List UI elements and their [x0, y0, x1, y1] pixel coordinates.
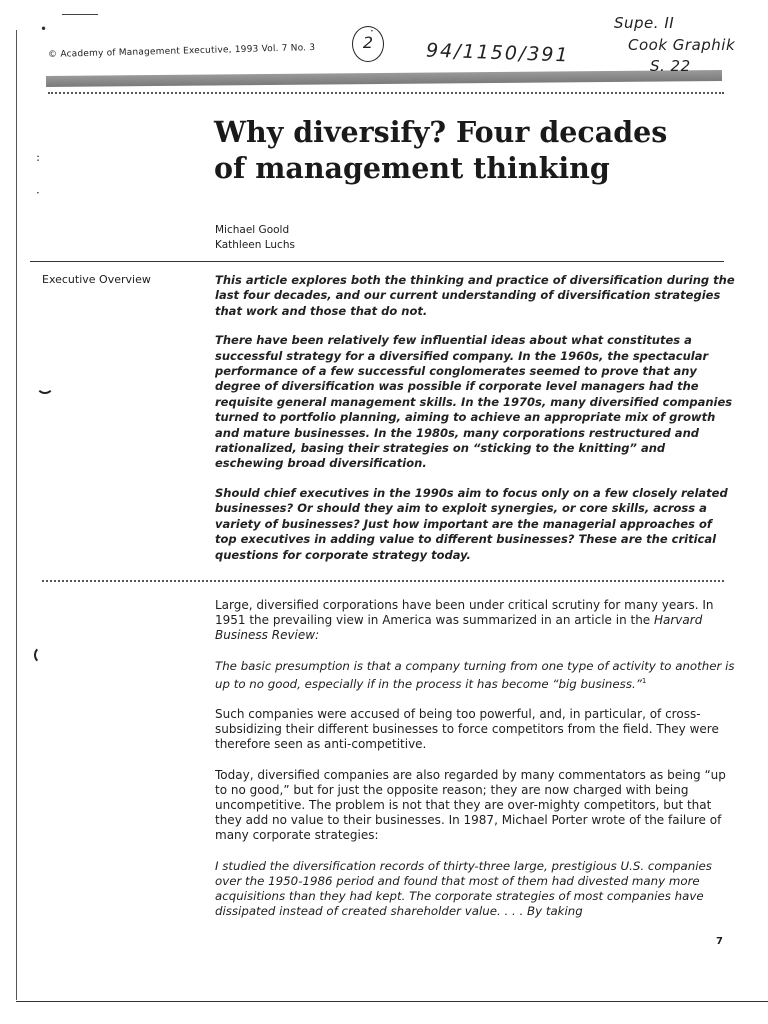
- executive-overview: [215, 273, 735, 577]
- quote-text: The basic presumption is that a company turning from one type of activity to another is up to no good, especially if in the process it has become “big business.”: [215, 658, 735, 691]
- overview-label: Executive Overview: [42, 273, 151, 286]
- scan-edge-bottom: [16, 1001, 768, 1002]
- scan-speck: ·: [370, 24, 374, 38]
- body-paragraph: [215, 598, 735, 644]
- margin-mark: [36, 376, 54, 394]
- scan-edge-left: [16, 30, 17, 1000]
- page-number: 7: [716, 936, 723, 947]
- overview-paragraph: There have been relatively few influential ideas about what constitutes a successful strategy for a diversified company. In the 1960s, the spectacular performance of a few successful conglomerates seemed to prove that any degree of diversification was possible if corporate level managers had the requisite general management skills. In the 1970s, many diversified companies turned to portfolio planning, aiming to achieve an appropriate mix of growth and mature businesses. In the 1980s, many corporations restructured and rationalized, basing their strategies on “sticking to the knitting” and eschewing broad diversification.: [215, 333, 733, 471]
- overview-paragraph: Should chief executives in the 1990s aim to focus only on a few closely related businesses? Or should they aim to exploit synergies, or core skills, across a variety of businesses? Just how important are the managerial approaches of top executives in adding value to different businesses? These are the critical questions for corporate strategy today.: [215, 485, 728, 562]
- footnote-marker: 1: [641, 676, 647, 685]
- journal-citation: © Academy of Management Executive, 1993 Vol. 7 No. 3: [48, 43, 316, 60]
- header-bar: [46, 70, 722, 87]
- handwritten-stamp-number: 94/1150/391: [425, 39, 570, 67]
- body-paragraph: Today, diversified companies are also regarded by many commentators as being “up to no good,” but for just the opposite reason; they are now charged with being uncompetitive. The problem is not that they are over-mighty competitors, but that they add no value to their businesses. In 1987, Michael Porter wrote of the failure of many corporate strategies:: [215, 767, 726, 843]
- author-list: [215, 223, 295, 253]
- section-divider: [30, 261, 724, 262]
- header-dotted-rule: [48, 92, 724, 94]
- margin-mark: [34, 646, 52, 664]
- handwritten-circled-number: 2: [352, 26, 384, 62]
- body-text: Large, diversified corporations have been under critical scrutiny for many years. In 1951 the prevailing view in America was summarized in an article in the: [215, 598, 714, 628]
- overview-paragraph: This article explores both the thinking and practice of diversification during the last four decades, and our current understanding of diversification strategies that work and those that do not.: [215, 273, 735, 318]
- handwritten-note-line: Cook Graphik: [628, 36, 736, 54]
- scan-speck: ·: [36, 186, 40, 200]
- title-line-2: of management thinking: [214, 151, 610, 185]
- scan-speck: :: [36, 150, 41, 164]
- article-title: [214, 114, 734, 186]
- handwritten-note-line: S. 22: [650, 57, 691, 75]
- article-body: [215, 598, 735, 934]
- overview-dotted-rule: [42, 580, 724, 582]
- source-title: Harvard Business Review:: [215, 613, 703, 643]
- handwritten-note-line: Supe. II: [614, 14, 675, 32]
- author-name: Kathleen Luchs: [215, 239, 295, 251]
- scan-edge-top: [62, 14, 98, 15]
- title-line-1: Why diversify? Four decades: [214, 115, 668, 149]
- block-quote: [215, 659, 735, 692]
- author-name: Michael Goold: [215, 224, 290, 236]
- body-paragraph: Such companies were accused of being too powerful, and, in particular, of cross-subsidizing their different businesses to force competitors from the field. They were therefore seen as anti-competitive.: [215, 706, 719, 752]
- scan-speck: •: [40, 22, 48, 36]
- block-quote: I studied the diversification records of thirty-three large, prestigious U.S. companies over the 1950-1986 period and found that most of them had divested many more acquisitions than they had kept. The corporate strategies of most companies have dissipated instead of created shareholder value. . . . By taking: [215, 858, 712, 919]
